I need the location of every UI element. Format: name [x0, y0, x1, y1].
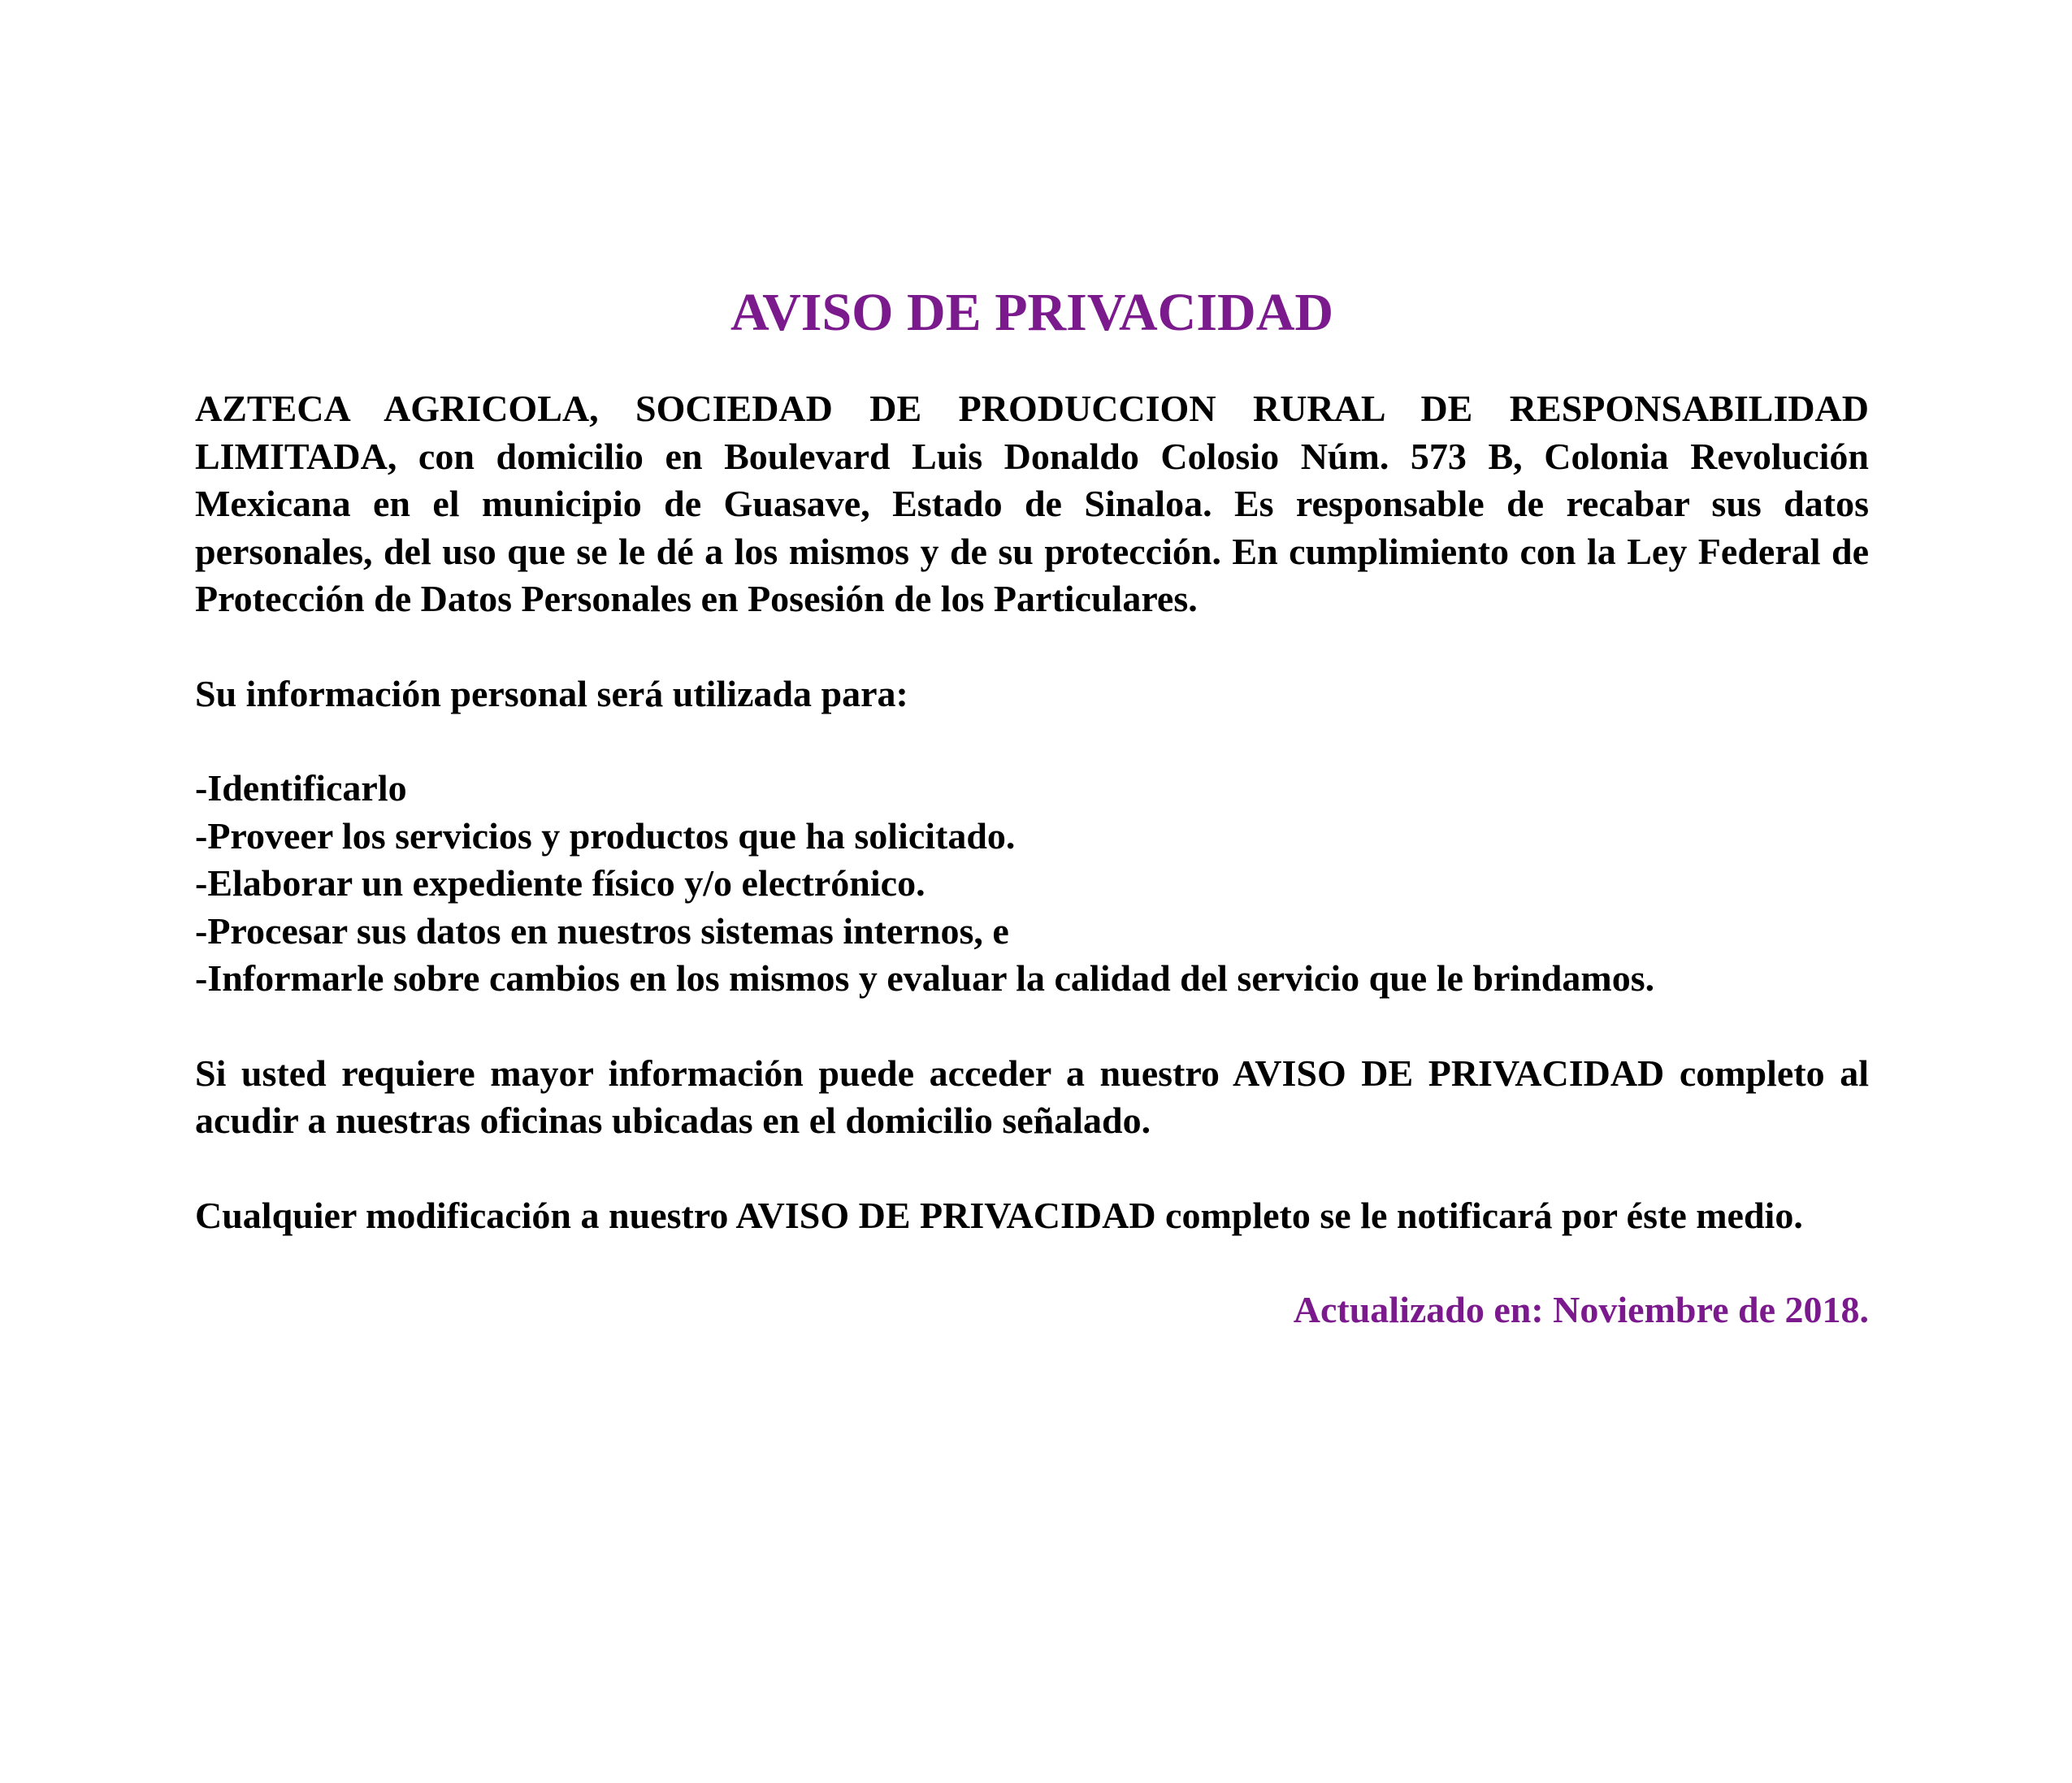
more-info-paragraph: Si usted requiere mayor información puede acceder a nuestro AVISO DE PRIVACIDAD completo al acudir a nuestras oficinas ubicadas en el domicilio señalado.	[195, 1052, 1869, 1142]
list-item: -Procesar sus datos en nuestros sistemas internos, e	[195, 909, 1009, 952]
spacer	[195, 718, 1869, 765]
page-title: AVISO DE PRIVACIDAD	[730, 283, 1334, 342]
intro-paragraph: AZTECA AGRICOLA, SOCIEDAD DE PRODUCCION RURAL DE RESPONSABILIDAD LIMITADA, con domicilio en Boulevard Luis Donaldo Colosio Núm. 573 B, Colonia Revolución Mexicana en el municipio de Guasave, Estado de Sinaloa. Es responsable de recabar sus datos personales, del uso que se le dé a los mismos y de su protección. En cumplimiento con la Ley Federal de Protección de Datos Personales en Posesión de los Particulares.	[195, 388, 1869, 620]
privacy-notice-page	[195, 280, 1869, 1334]
spacer	[195, 1239, 1869, 1286]
updated-date: Actualizado en: Noviembre de 2018.	[1293, 1289, 1869, 1331]
spacer	[195, 623, 1869, 670]
spacer	[195, 1145, 1869, 1192]
uses-list	[195, 765, 1869, 1003]
list-item: -Identificarlo	[195, 767, 407, 809]
uses-heading: Su información personal será utilizada para:	[195, 672, 908, 714]
list-item: -Informarle sobre cambios en los mismos y evaluar la calidad del servicio que le brindamos.	[195, 957, 1655, 1000]
list-item: -Proveer los servicios y productos que ha solicitado.	[195, 814, 1016, 857]
spacer	[195, 1003, 1869, 1050]
list-item: -Elaborar un expediente físico y/o electrónico.	[195, 862, 925, 905]
modifications-paragraph: Cualquier modificación a nuestro AVISO DE PRIVACIDAD completo se le notificará por éste medio.	[195, 1194, 1803, 1236]
